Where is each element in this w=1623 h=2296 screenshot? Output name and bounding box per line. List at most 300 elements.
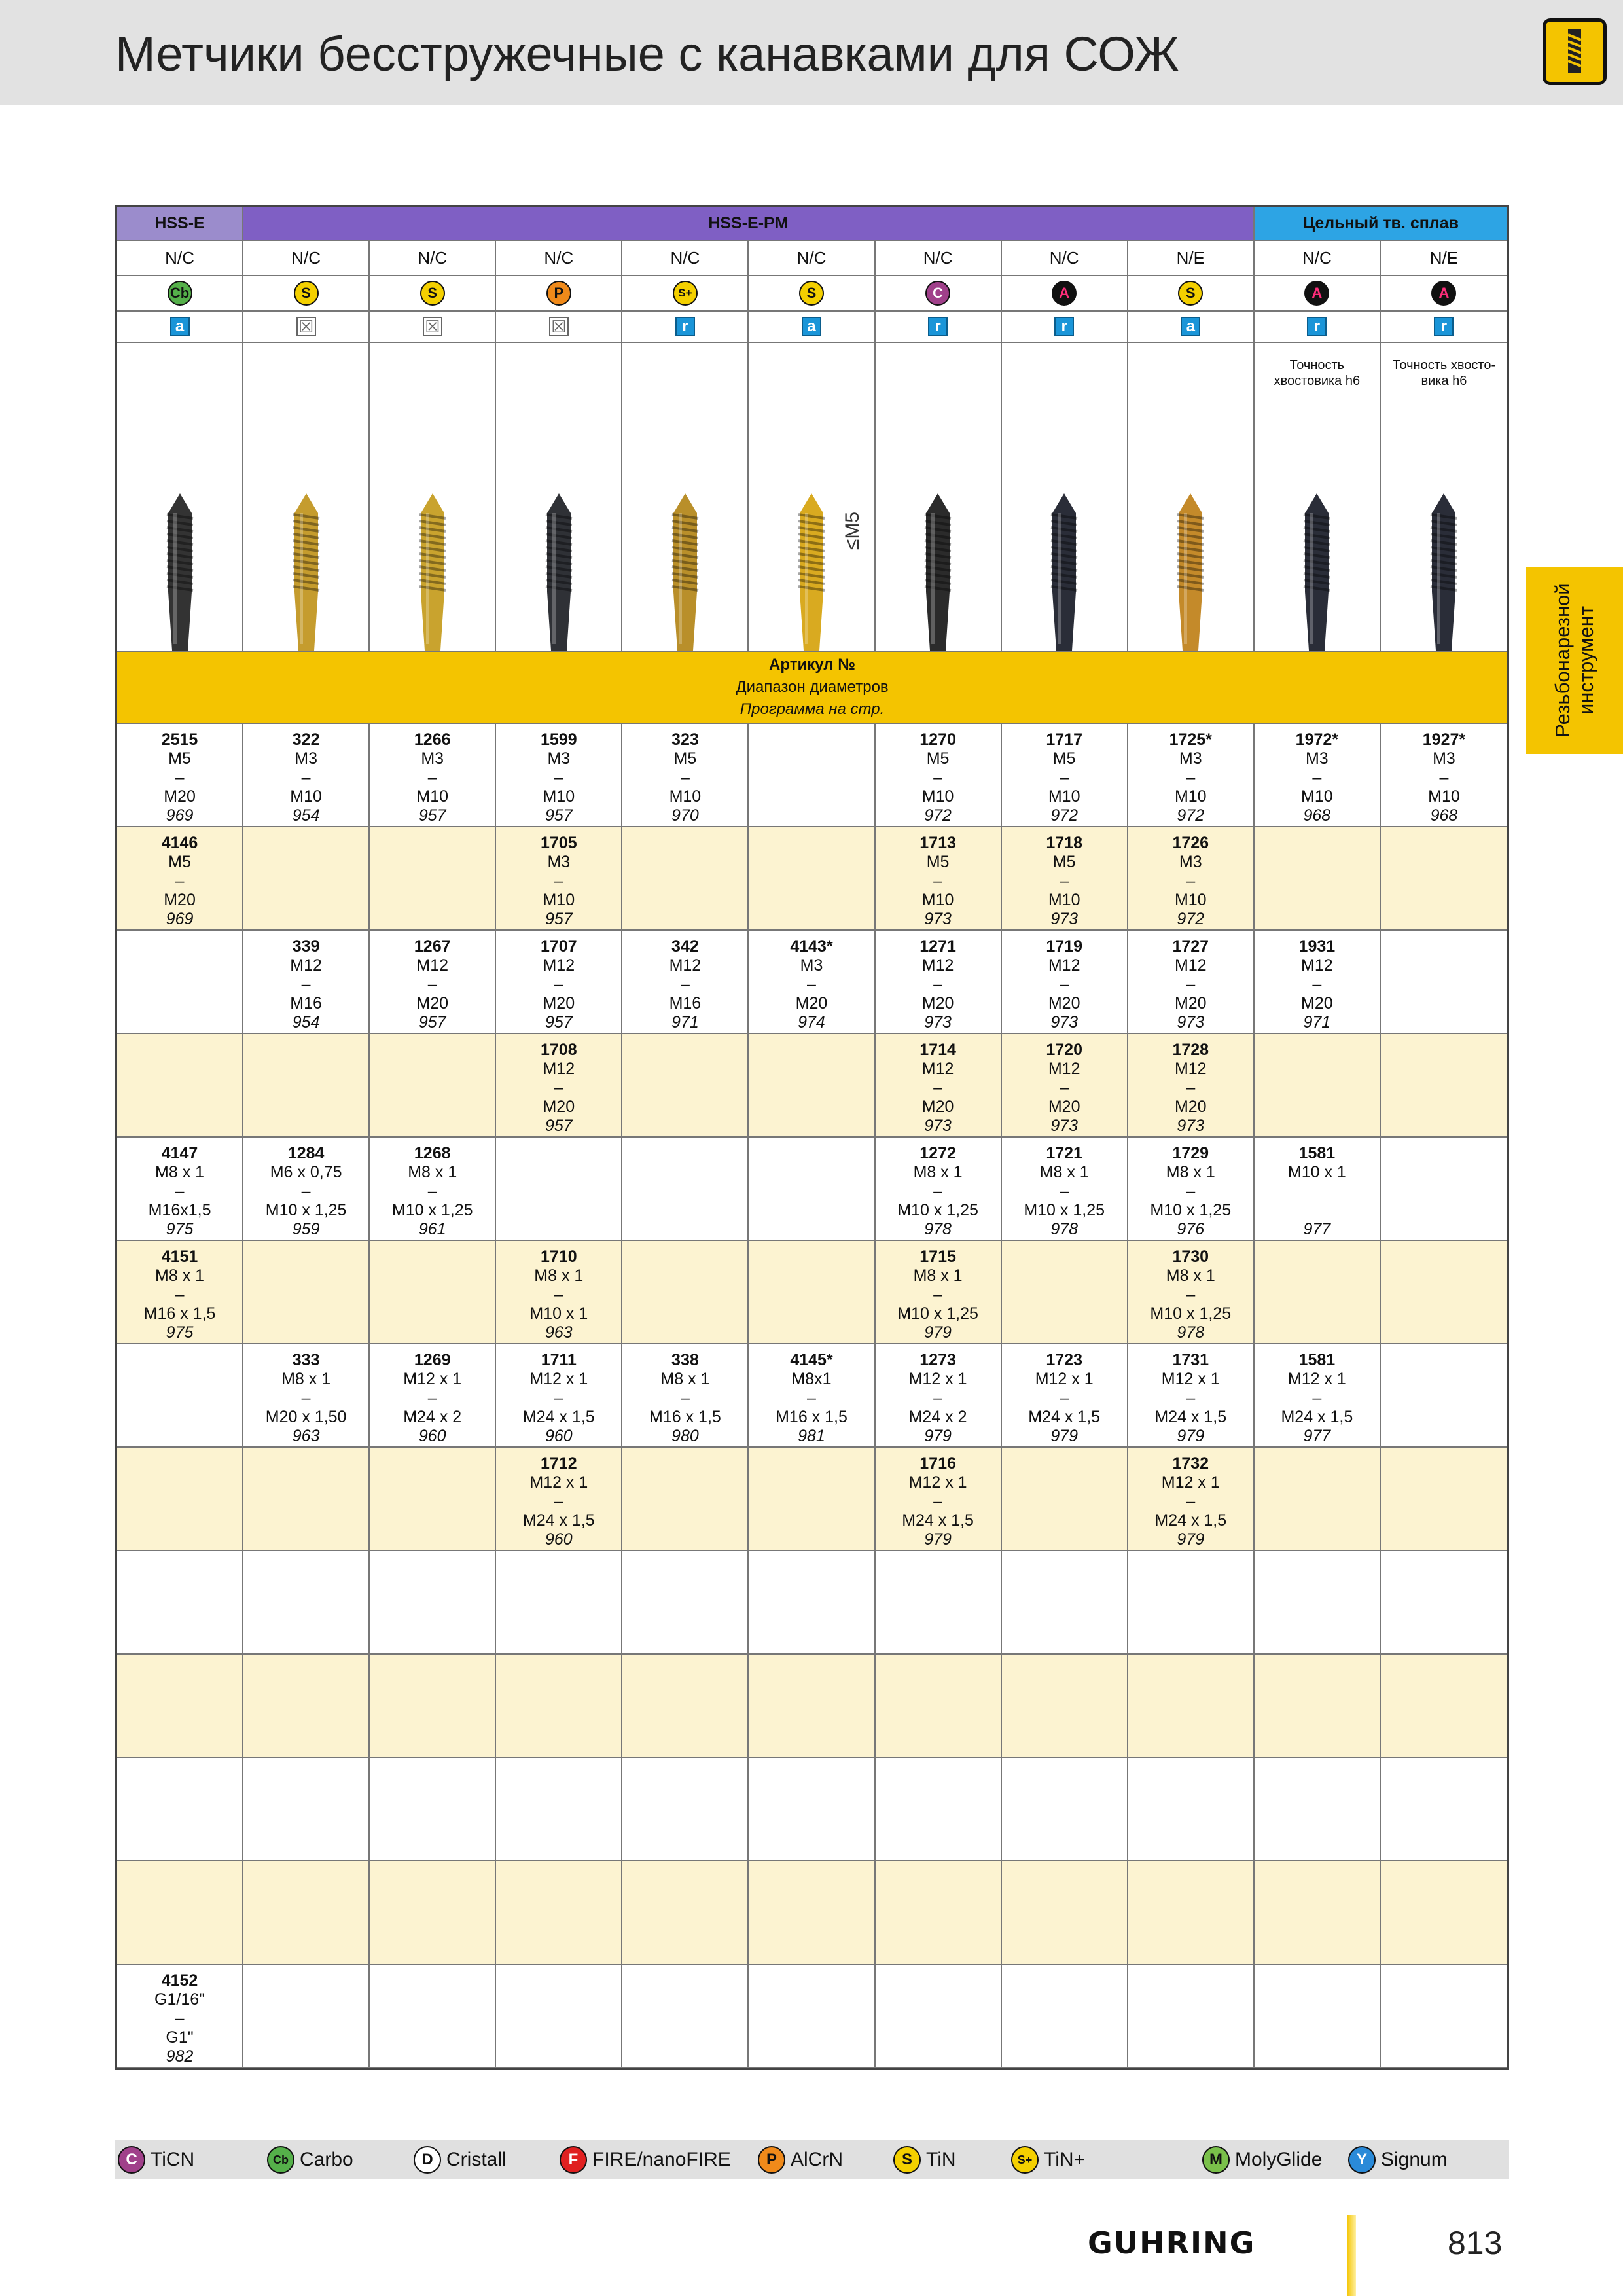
article-number: 4151 bbox=[161, 1247, 198, 1266]
table-cell bbox=[117, 1758, 243, 1861]
table-cell[interactable] bbox=[876, 827, 1002, 931]
catalog-page: 954 bbox=[292, 806, 320, 825]
coating-cb-icon: Cb bbox=[267, 2146, 294, 2174]
tap-image bbox=[154, 487, 206, 651]
range-dash: – bbox=[1186, 872, 1196, 890]
tolerance-label: N/C bbox=[670, 247, 700, 268]
catalog-page: 957 bbox=[418, 806, 446, 825]
tap-image-cell bbox=[117, 343, 243, 652]
table-cell[interactable] bbox=[496, 827, 622, 931]
range-dash: – bbox=[427, 1389, 437, 1407]
diameter-from: M12 bbox=[1301, 956, 1333, 975]
legend-label: Cristall bbox=[446, 2149, 507, 2170]
article-number: 1599 bbox=[541, 730, 577, 749]
table-cell bbox=[622, 1758, 749, 1861]
diameter-to: M20 x 1,50 bbox=[265, 1408, 347, 1426]
table-cell[interactable] bbox=[496, 1241, 622, 1344]
range-dash: – bbox=[301, 1182, 311, 1200]
catalog-page: 969 bbox=[166, 910, 194, 928]
table-cell[interactable] bbox=[1255, 1344, 1381, 1448]
tap-image bbox=[1291, 487, 1343, 651]
table-cell[interactable] bbox=[876, 1034, 1002, 1138]
tolerance-cell bbox=[622, 241, 749, 276]
table-cell[interactable] bbox=[622, 1344, 749, 1448]
table-cell[interactable] bbox=[370, 931, 496, 1034]
article-number: 1725* bbox=[1169, 730, 1212, 749]
range-dash: – bbox=[933, 1285, 943, 1304]
diameter-to: M20 bbox=[543, 994, 575, 1013]
table-cell[interactable] bbox=[1002, 931, 1128, 1034]
column-legend-banner bbox=[117, 652, 1507, 724]
table-cell bbox=[496, 1758, 622, 1861]
coating-y-icon: Y bbox=[1348, 2146, 1376, 2174]
catalog-page: 968 bbox=[1303, 806, 1331, 825]
article-number: 1721 bbox=[1046, 1144, 1082, 1162]
diameter-to: M24 x 1,5 bbox=[522, 1408, 595, 1426]
no-coolant-icon: ☒ bbox=[296, 317, 316, 336]
table-cell bbox=[496, 1965, 622, 2068]
coating-cell bbox=[117, 276, 243, 312]
table-cell[interactable] bbox=[876, 1138, 1002, 1241]
article-number: 1717 bbox=[1046, 730, 1082, 749]
tap-image-cell bbox=[243, 343, 370, 652]
table-cell[interactable] bbox=[1128, 1034, 1255, 1138]
table-cell[interactable] bbox=[496, 724, 622, 827]
diameter-from: M12 x 1 bbox=[908, 1370, 967, 1388]
catalog-page: 975 bbox=[166, 1323, 194, 1342]
range-dash: – bbox=[554, 1285, 563, 1304]
table-cell bbox=[1381, 1034, 1507, 1138]
diameter-from: M8 x 1 bbox=[1166, 1163, 1215, 1181]
diameter-from: M5 bbox=[926, 749, 950, 768]
table-cell bbox=[622, 1034, 749, 1138]
table-cell[interactable] bbox=[496, 931, 622, 1034]
table-cell[interactable] bbox=[1002, 1138, 1128, 1241]
range-dash: – bbox=[554, 1389, 563, 1407]
article-number: 2515 bbox=[161, 730, 198, 749]
range-dash: – bbox=[933, 768, 943, 787]
table-cell[interactable] bbox=[876, 931, 1002, 1034]
table-cell bbox=[370, 1241, 496, 1344]
table-cell bbox=[876, 1551, 1002, 1655]
diameter-from: M3 bbox=[294, 749, 317, 768]
table-cell[interactable] bbox=[243, 1344, 370, 1448]
table-cell bbox=[1381, 1138, 1507, 1241]
table-cell bbox=[749, 1138, 875, 1241]
catalog-page: 959 bbox=[292, 1220, 320, 1238]
article-number: 1730 bbox=[1172, 1247, 1209, 1266]
diameter-to: M24 x 1,5 bbox=[522, 1511, 595, 1530]
section-side-tab[interactable] bbox=[1526, 567, 1623, 754]
table-cell[interactable] bbox=[370, 1344, 496, 1448]
article-number: 1972* bbox=[1295, 730, 1339, 749]
table-cell[interactable] bbox=[243, 1138, 370, 1241]
range-dash: – bbox=[175, 1285, 185, 1304]
legend-label: Carbo bbox=[300, 2149, 353, 2170]
diameter-to: M16 x 1,5 bbox=[776, 1408, 847, 1426]
tolerance-label: N/C bbox=[796, 247, 827, 268]
diameter-from: M12 bbox=[543, 956, 575, 975]
tap-image-cell bbox=[370, 343, 496, 652]
diameter-to: M10 x 1,25 bbox=[1150, 1201, 1232, 1219]
tap-image-cell bbox=[876, 343, 1002, 652]
diameter-to: M24 x 1,5 bbox=[1154, 1408, 1227, 1426]
table-cell bbox=[1002, 1655, 1128, 1758]
tap-image bbox=[280, 487, 332, 651]
catalog-page: 957 bbox=[544, 1013, 573, 1031]
table-cell bbox=[370, 827, 496, 931]
table-cell[interactable] bbox=[117, 827, 243, 931]
catalog-page: 978 bbox=[924, 1220, 952, 1238]
range-dash: – bbox=[1186, 1492, 1196, 1511]
cooling-cell bbox=[117, 312, 243, 343]
catalog-page: 979 bbox=[1177, 1427, 1205, 1445]
legend-label: FIRE/nanoFIRE bbox=[592, 2149, 731, 2170]
coating-d-icon: D bbox=[414, 2146, 441, 2174]
table-cell bbox=[243, 1861, 370, 1965]
coating-s-icon: S bbox=[799, 281, 824, 306]
table-cell bbox=[1255, 1034, 1381, 1138]
table-cell bbox=[1128, 1861, 1255, 1965]
diameter-to: M10 bbox=[1048, 787, 1080, 806]
catalog-page: 972 bbox=[1177, 806, 1205, 825]
diameter-to: M10 bbox=[1048, 891, 1080, 909]
table-cell[interactable] bbox=[1128, 1344, 1255, 1448]
table-cell bbox=[1381, 1241, 1507, 1344]
table-cell[interactable] bbox=[1002, 1034, 1128, 1138]
table-cell[interactable] bbox=[496, 1448, 622, 1551]
catalog-page: 978 bbox=[1050, 1220, 1079, 1238]
catalog-page: 979 bbox=[1177, 1530, 1205, 1549]
table-cell[interactable] bbox=[1128, 931, 1255, 1034]
table-cell bbox=[243, 1241, 370, 1344]
diameter-from: M12 x 1 bbox=[403, 1370, 462, 1388]
catalog-page: 975 bbox=[166, 1220, 194, 1238]
diameter-from: M3 bbox=[1305, 749, 1329, 768]
no-coolant-icon: ☒ bbox=[549, 317, 569, 336]
diameter-to: M24 x 1,5 bbox=[1154, 1511, 1227, 1530]
tap-image bbox=[1418, 487, 1470, 651]
table-cell[interactable] bbox=[1255, 931, 1381, 1034]
tap-image bbox=[533, 487, 585, 651]
article-number: 1711 bbox=[541, 1351, 577, 1369]
table-cell bbox=[370, 1655, 496, 1758]
catalog-page: 973 bbox=[1177, 1117, 1205, 1135]
tolerance-label: N/C bbox=[1302, 247, 1332, 268]
table-cell bbox=[1255, 1861, 1381, 1965]
table-cell bbox=[1381, 1655, 1507, 1758]
table-cell[interactable] bbox=[1002, 724, 1128, 827]
article-number: 1266 bbox=[414, 730, 451, 749]
table-cell[interactable] bbox=[243, 931, 370, 1034]
coating-cell bbox=[749, 276, 875, 312]
table-cell bbox=[622, 827, 749, 931]
group-carbide: Цельный тв. сплав bbox=[1255, 207, 1507, 241]
tap-image-cell bbox=[1255, 343, 1381, 652]
table-cell bbox=[1255, 1965, 1381, 2068]
table-cell bbox=[1002, 1965, 1128, 2068]
table-cell bbox=[1255, 1241, 1381, 1344]
table-cell[interactable] bbox=[1128, 827, 1255, 931]
article-number: 4145* bbox=[790, 1351, 833, 1369]
catalog-page: 961 bbox=[418, 1220, 446, 1238]
cooling-cell bbox=[243, 312, 370, 343]
catalog-page: 973 bbox=[1177, 1013, 1205, 1031]
diameter-from: M6 x 0,75 bbox=[270, 1163, 342, 1181]
range-dash: – bbox=[1312, 1389, 1322, 1407]
diameter-from: M12 bbox=[1048, 956, 1080, 975]
range-dash: – bbox=[1186, 1182, 1196, 1200]
diameter-to: M20 bbox=[416, 994, 449, 1013]
tolerance-cell bbox=[1128, 241, 1255, 276]
tolerance-cell bbox=[370, 241, 496, 276]
table-cell bbox=[370, 1551, 496, 1655]
table-cell[interactable] bbox=[1128, 1138, 1255, 1241]
article-number: 1931 bbox=[1298, 937, 1336, 956]
legend-item-alcrn bbox=[758, 2146, 843, 2174]
diameter-from: M10 x 1 bbox=[1287, 1163, 1346, 1181]
table-cell bbox=[1381, 1551, 1507, 1655]
article-number: 323 bbox=[671, 730, 699, 749]
no-coolant-icon: ☒ bbox=[423, 317, 442, 336]
table-cell bbox=[1255, 1551, 1381, 1655]
table-cell[interactable] bbox=[622, 931, 749, 1034]
catalog-page: 957 bbox=[544, 806, 573, 825]
coating-s-icon: S bbox=[294, 281, 319, 306]
tolerance-label: N/C bbox=[923, 247, 953, 268]
table-cell bbox=[243, 1034, 370, 1138]
article-number: 1581 bbox=[1298, 1144, 1336, 1162]
diameter-from: M8 x 1 bbox=[155, 1163, 205, 1181]
table-cell bbox=[749, 827, 875, 931]
diameter-from: M3 bbox=[547, 853, 571, 871]
article-number: 1268 bbox=[414, 1144, 451, 1162]
table-cell[interactable] bbox=[117, 1138, 243, 1241]
tap-size-label: ≤M5 bbox=[842, 511, 864, 550]
diameter-to: M10 x 1,25 bbox=[1150, 1304, 1232, 1323]
diameter-from: M8 x 1 bbox=[281, 1370, 331, 1388]
table-cell bbox=[117, 931, 243, 1034]
table-cell[interactable] bbox=[876, 1344, 1002, 1448]
diameter-from: M3 bbox=[421, 749, 444, 768]
table-cell bbox=[370, 1965, 496, 2068]
table-cell bbox=[876, 1655, 1002, 1758]
table-cell[interactable] bbox=[243, 724, 370, 827]
diameter-from: M12 x 1 bbox=[1287, 1370, 1346, 1388]
table-cell[interactable] bbox=[1128, 1241, 1255, 1344]
table-cell bbox=[370, 1034, 496, 1138]
article-number: 1723 bbox=[1046, 1351, 1082, 1369]
diameter-to: M10 bbox=[1301, 787, 1333, 806]
range-dash: – bbox=[1186, 1389, 1196, 1407]
diameter-to: M10 bbox=[1428, 787, 1460, 806]
table-cell bbox=[1255, 1758, 1381, 1861]
legend-item-molyglide bbox=[1202, 2146, 1322, 2174]
catalog-page: 981 bbox=[798, 1427, 825, 1445]
coating-f-icon: F bbox=[560, 2146, 587, 2174]
catalog-page: 970 bbox=[671, 806, 699, 825]
table-cell bbox=[117, 1448, 243, 1551]
table-cell bbox=[243, 1965, 370, 2068]
article-number: 1713 bbox=[919, 834, 956, 852]
diameter-from: M12 bbox=[1048, 1060, 1080, 1078]
table-cell[interactable] bbox=[1002, 827, 1128, 931]
coating-cell bbox=[370, 276, 496, 312]
coating-cell bbox=[1381, 276, 1507, 312]
table-cell[interactable] bbox=[1255, 724, 1381, 827]
range-dash: – bbox=[175, 1182, 185, 1200]
table-cell[interactable] bbox=[496, 1034, 622, 1138]
diameter-from: M12 bbox=[669, 956, 702, 975]
coating-c-icon: C bbox=[925, 281, 950, 306]
article-number: 1284 bbox=[287, 1144, 325, 1162]
range-dash: – bbox=[1186, 1079, 1196, 1097]
table-cell[interactable] bbox=[117, 724, 243, 827]
table-cell bbox=[749, 1034, 875, 1138]
cooling-cell bbox=[1255, 312, 1381, 343]
catalog-page: 977 bbox=[1303, 1427, 1331, 1445]
diameter-from: M3 bbox=[1179, 853, 1202, 871]
range-dash: – bbox=[807, 975, 816, 994]
legend-item-ticn bbox=[118, 2146, 194, 2174]
table-cell[interactable] bbox=[1255, 1138, 1381, 1241]
table-cell[interactable] bbox=[117, 1241, 243, 1344]
table-cell[interactable] bbox=[876, 1241, 1002, 1344]
range-dash: – bbox=[680, 1389, 690, 1407]
coating-s-icon: S bbox=[893, 2146, 921, 2174]
diameter-to: M20 bbox=[921, 1098, 954, 1116]
diameter-from: M12 bbox=[1174, 956, 1207, 975]
coating-cell bbox=[496, 276, 622, 312]
diameter-from: M5 bbox=[1052, 853, 1076, 871]
table-cell[interactable] bbox=[496, 1344, 622, 1448]
diameter-to: M10 bbox=[921, 787, 954, 806]
range-dash: – bbox=[933, 1492, 943, 1511]
table-cell bbox=[1002, 1758, 1128, 1861]
table-cell[interactable] bbox=[1381, 724, 1507, 827]
tap-image bbox=[1038, 487, 1090, 651]
catalog-page: 971 bbox=[671, 1013, 699, 1031]
table-cell bbox=[117, 1861, 243, 1965]
coating-a-icon: A bbox=[1052, 281, 1077, 306]
diameter-from: M8 x 1 bbox=[1039, 1163, 1089, 1181]
table-cell bbox=[749, 1655, 875, 1758]
tolerance-cell bbox=[1255, 241, 1381, 276]
diameter-to: M10 x 1 bbox=[529, 1304, 588, 1323]
table-cell bbox=[749, 1448, 875, 1551]
table-cell bbox=[243, 827, 370, 931]
legend-item-carbo bbox=[267, 2146, 353, 2174]
range-dash: – bbox=[1060, 975, 1069, 994]
page-number: 813 bbox=[1448, 2225, 1503, 2261]
table-cell bbox=[496, 1138, 622, 1241]
table-cell[interactable] bbox=[876, 1448, 1002, 1551]
table-cell bbox=[622, 1448, 749, 1551]
tolerance-cell bbox=[117, 241, 243, 276]
table-cell bbox=[1002, 1861, 1128, 1965]
diameter-from: M5 bbox=[1052, 749, 1076, 768]
tap-image bbox=[406, 487, 459, 651]
diameter-from: M8 x 1 bbox=[1166, 1266, 1215, 1285]
cooling-cell bbox=[1381, 312, 1507, 343]
article-number: 1927* bbox=[1422, 730, 1466, 749]
table-cell[interactable] bbox=[370, 724, 496, 827]
diameter-to: M24 x 2 bbox=[403, 1408, 462, 1426]
diameter-to: M16 x 1,5 bbox=[649, 1408, 721, 1426]
tap-image-cell bbox=[1381, 343, 1507, 652]
coating-cb-icon: Cb bbox=[168, 281, 192, 306]
table-cell[interactable] bbox=[117, 1965, 243, 2068]
diameter-from: M12 x 1 bbox=[529, 1370, 588, 1388]
table-cell bbox=[876, 1965, 1002, 2068]
catalog-page: 963 bbox=[544, 1323, 573, 1342]
legend-label: MolyGlide bbox=[1235, 2149, 1323, 2170]
diameter-from: G1/16" bbox=[154, 1990, 205, 2009]
table-cell bbox=[749, 1965, 875, 2068]
table-cell[interactable] bbox=[749, 931, 875, 1034]
cooling-cell bbox=[1002, 312, 1128, 343]
coolant-a-icon: a bbox=[1181, 317, 1200, 336]
table-cell bbox=[1128, 1965, 1255, 2068]
article-number: 1712 bbox=[541, 1454, 577, 1473]
diameter-to: M16 x 1,5 bbox=[143, 1304, 216, 1323]
table-cell[interactable] bbox=[1128, 1448, 1255, 1551]
tolerance-label: N/E bbox=[1429, 247, 1459, 268]
range-dash: – bbox=[301, 1389, 311, 1407]
article-number: 322 bbox=[292, 730, 320, 749]
diameter-from: M5 bbox=[168, 749, 191, 768]
footer-accent-bar bbox=[1347, 2215, 1356, 2296]
range-dash: – bbox=[427, 1182, 437, 1200]
diameter-to: M24 x 1,5 bbox=[1281, 1408, 1353, 1426]
diameter-to: M10 x 1,25 bbox=[897, 1304, 978, 1323]
catalog-page: 969 bbox=[166, 806, 194, 825]
table-cell[interactable] bbox=[622, 724, 749, 827]
article-number: 1705 bbox=[541, 834, 577, 852]
tolerance-cell bbox=[1381, 241, 1507, 276]
range-dash: – bbox=[933, 1079, 943, 1097]
table-cell bbox=[1381, 827, 1507, 931]
article-number: 333 bbox=[292, 1351, 320, 1369]
table-cell[interactable] bbox=[1128, 724, 1255, 827]
table-cell[interactable] bbox=[749, 1344, 875, 1448]
cooling-cell bbox=[370, 312, 496, 343]
cooling-cell bbox=[496, 312, 622, 343]
diameter-to: M16x1,5 bbox=[148, 1201, 211, 1219]
tolerance-cell bbox=[876, 241, 1002, 276]
range-dash: – bbox=[1186, 768, 1196, 787]
tap-image bbox=[1164, 487, 1217, 651]
table-cell bbox=[749, 1758, 875, 1861]
article-number: 342 bbox=[671, 937, 699, 956]
table-cell bbox=[496, 1655, 622, 1758]
article-number: 1581 bbox=[1298, 1351, 1336, 1369]
diameter-from: M8 x 1 bbox=[155, 1266, 205, 1285]
range-dash: – bbox=[554, 1079, 563, 1097]
table-cell[interactable] bbox=[370, 1138, 496, 1241]
table-cell bbox=[749, 1861, 875, 1965]
diameter-from: M3 bbox=[547, 749, 571, 768]
diameter-to: M10 x 1,25 bbox=[265, 1201, 347, 1219]
table-cell[interactable] bbox=[1002, 1344, 1128, 1448]
tolerance-label: N/C bbox=[165, 247, 194, 268]
table-cell bbox=[243, 1448, 370, 1551]
table-cell bbox=[243, 1655, 370, 1758]
table-cell[interactable] bbox=[876, 724, 1002, 827]
article-number: 338 bbox=[671, 1351, 699, 1369]
catalog-page: 973 bbox=[1050, 1013, 1079, 1031]
legend-label: TiN+ bbox=[1044, 2149, 1086, 2170]
